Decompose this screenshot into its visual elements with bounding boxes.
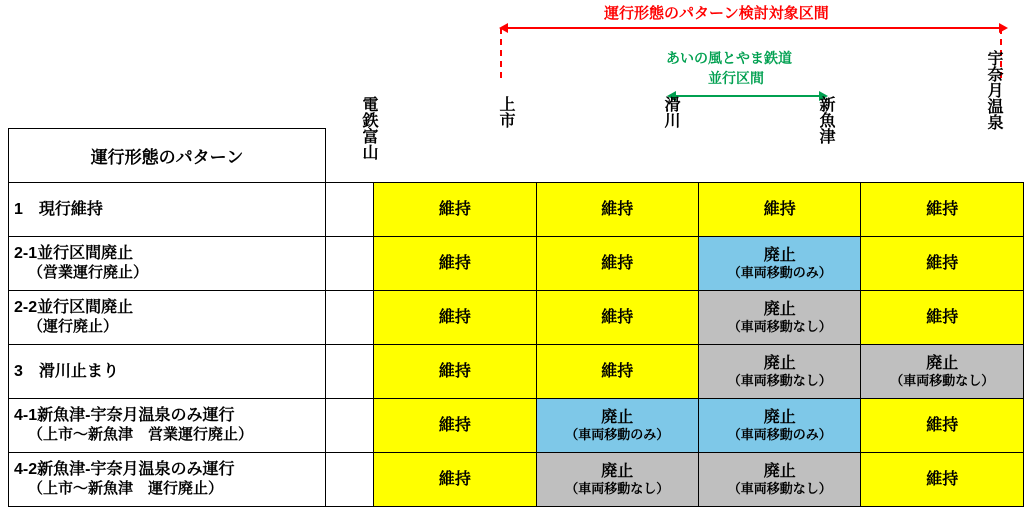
status-cell <box>536 183 698 237</box>
row-label <box>9 453 326 507</box>
status-cell-main: 維持 <box>926 416 959 434</box>
status-cell-note: （車両移動なし） <box>890 373 995 389</box>
green-span-label-line1: あいの風とやま鉄道 <box>666 50 792 66</box>
status-cell-main: 維持 <box>601 362 634 380</box>
table-header-blank-seg1 <box>374 129 536 183</box>
status-cell-main: 廃止 <box>763 247 796 265</box>
status-cell-main: 維持 <box>926 470 959 488</box>
row-label <box>9 291 326 345</box>
station-label-namerikawa: 滑川 <box>662 96 679 128</box>
status-cell <box>374 291 536 345</box>
row-label-main: 2-1並行区間廃止 <box>14 245 134 263</box>
red-span-label: 運行形態のパターン検討対象区間 <box>604 5 829 22</box>
row-label <box>9 399 326 453</box>
status-cell-main: 維持 <box>438 362 471 380</box>
status-cell-main: 維持 <box>926 200 959 218</box>
status-cell-main: 維持 <box>601 200 634 218</box>
status-cell <box>536 237 698 291</box>
status-cell <box>374 183 536 237</box>
cell-dentetsu-toyama <box>326 237 374 291</box>
status-cell-main: 廃止 <box>763 301 796 319</box>
status-cell-note: （車両移動なし） <box>565 481 670 497</box>
row-label <box>9 237 326 291</box>
status-cell <box>698 399 860 453</box>
table-header-blank-seg2 <box>536 129 698 183</box>
table-row <box>9 453 1024 507</box>
status-cell <box>374 237 536 291</box>
status-cell-main: 維持 <box>438 416 471 434</box>
status-cell-main: 維持 <box>926 254 959 272</box>
status-cell <box>536 453 698 507</box>
status-cell-note: （車両移動なし） <box>727 373 832 389</box>
red-dash-left <box>500 28 502 78</box>
table-header-pattern: 運行形態のパターン <box>9 129 326 183</box>
status-cell-main: 廃止 <box>763 463 796 481</box>
status-cell <box>536 291 698 345</box>
status-cell <box>861 345 1024 399</box>
row-label-sub: （上市～新魚津 運行廃止） <box>28 480 224 498</box>
row-label-main: 4-1新魚津-宇奈月温泉のみ運行 <box>14 407 235 425</box>
status-cell <box>861 183 1024 237</box>
row-label <box>9 345 326 399</box>
status-cell <box>374 399 536 453</box>
status-cell <box>698 183 860 237</box>
status-cell-main: 廃止 <box>926 355 959 373</box>
status-cell-main: 維持 <box>763 200 796 218</box>
operation-pattern-table <box>8 128 1024 507</box>
status-cell <box>374 345 536 399</box>
station-label-kamiichi: 上市 <box>497 96 514 128</box>
status-cell <box>536 345 698 399</box>
station-label-shin-uozu: 新魚津 <box>817 96 834 144</box>
status-cell-main: 廃止 <box>601 463 634 481</box>
table-header-blank-seg4 <box>861 129 1024 183</box>
status-cell <box>698 453 860 507</box>
cell-dentetsu-toyama <box>326 453 374 507</box>
green-span-line <box>676 95 820 97</box>
cell-dentetsu-toyama <box>326 183 374 237</box>
status-cell-main: 維持 <box>438 254 471 272</box>
status-cell-main: 維持 <box>601 254 634 272</box>
row-label-sub: （上市～新魚津 営業運行廃止） <box>28 426 254 444</box>
table-body <box>9 183 1024 507</box>
row-label-main: 1 現行維持 <box>14 200 103 218</box>
status-cell-note: （車両移動なし） <box>727 481 832 497</box>
cell-dentetsu-toyama <box>326 345 374 399</box>
red-span-line <box>508 27 1000 29</box>
row-label-main: 3 滑川止まり <box>14 362 119 380</box>
status-cell-note: （車両移動のみ） <box>727 265 832 281</box>
status-cell <box>698 345 860 399</box>
status-cell-note: （車両移動のみ） <box>565 427 670 443</box>
status-cell-note: （車両移動のみ） <box>727 427 832 443</box>
station-label-dentetsu-toyama: 電鉄富山 <box>360 96 377 160</box>
status-cell-main: 維持 <box>438 308 471 326</box>
row-label-sub: （営業運行廃止） <box>28 264 149 282</box>
status-cell-main: 廃止 <box>763 355 796 373</box>
cell-dentetsu-toyama <box>326 291 374 345</box>
table-row <box>9 345 1024 399</box>
table-header-blank-dentetsu <box>326 129 374 183</box>
status-cell <box>536 399 698 453</box>
status-cell-main: 維持 <box>926 308 959 326</box>
table-header-blank-seg3 <box>698 129 860 183</box>
row-label <box>9 183 326 237</box>
status-cell <box>861 453 1024 507</box>
status-cell-main: 廃止 <box>763 409 796 427</box>
cell-dentetsu-toyama <box>326 399 374 453</box>
row-label-sub: （運行廃止） <box>28 318 119 336</box>
table-row <box>9 399 1024 453</box>
status-cell-note: （車両移動なし） <box>727 319 832 335</box>
status-cell <box>374 453 536 507</box>
status-cell-main: 維持 <box>438 470 471 488</box>
row-label-main: 4-2新魚津-宇奈月温泉のみ運行 <box>14 461 235 479</box>
status-cell-main: 廃止 <box>601 409 634 427</box>
green-span-label-line2: 並行区間 <box>708 70 764 86</box>
status-cell <box>861 399 1024 453</box>
status-cell-main: 維持 <box>601 308 634 326</box>
status-cell-main: 維持 <box>438 200 471 218</box>
status-cell <box>698 237 860 291</box>
status-cell <box>698 291 860 345</box>
table-row <box>9 291 1024 345</box>
station-label-unazuki-onsen: 宇奈月温泉 <box>985 50 1002 130</box>
row-label-main: 2-2並行区間廃止 <box>14 299 134 317</box>
status-cell <box>861 291 1024 345</box>
table-row <box>9 183 1024 237</box>
table-row <box>9 237 1024 291</box>
status-cell <box>861 237 1024 291</box>
